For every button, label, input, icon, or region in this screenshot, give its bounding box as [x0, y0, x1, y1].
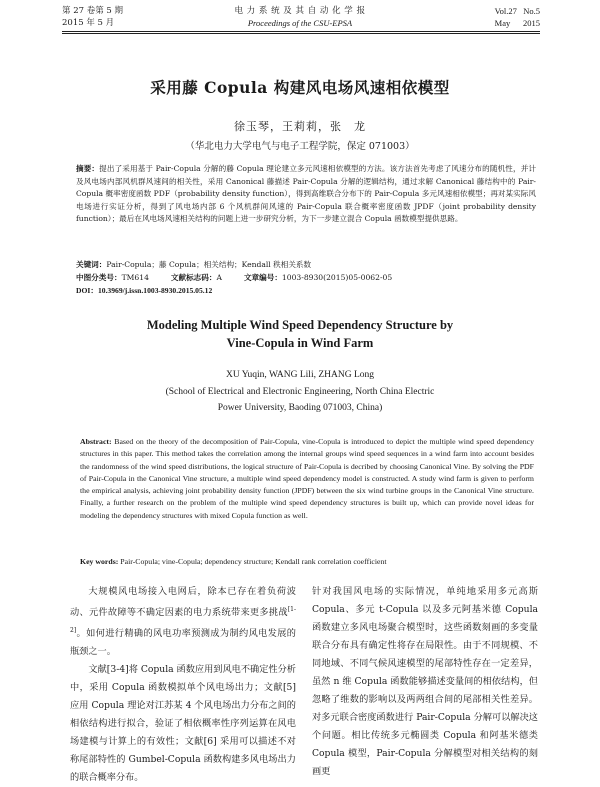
authors-cn: 徐玉琴，王莉莉，张 龙: [234, 120, 366, 133]
keywords-en: [80, 556, 534, 568]
article-number-value: 1003-8930(2015)05-0062-05: [281, 273, 393, 282]
body-left-paragraph-2: 文献[3-4]将 Copula 函数应用到风电不确定性分析中，采用 Copula 函数模拟单个风电场出力；文献[5]应用 Copula 理论对江苏某 4 个风电场出力分布之间的相依结构进行拟合，验证了相依概率性序列运算在风电场建模与计算上的有效性；文献[6] 采用可以描述不对称尾部特性的 Gumbel-Copula 函数构建多风电场出力的联合概率分布。: [70, 664, 296, 784]
doc-code-value: A: [216, 273, 222, 282]
header-journal-cn: 电 力 系 统 及 其 自 动 化 学 报: [234, 6, 366, 16]
classification-line: [76, 272, 536, 285]
keywords-en-text: Pair-Copula; vine-Copula; dependency structure; Kendall rank correlation coefficient: [120, 557, 387, 566]
body-left-p1-text: 大规模风电场接入电网后，除本已存在着负荷波动、元件故障等不确定因素的电力系统带来更多挑战: [70, 586, 296, 619]
abstract-en-text: Based on the theory of the decomposition of Pair-Copula, vine-Copula is introduced to depict the multiple wind speed dependency structures in this paper. This method takes the correlation among the internal groups wind speed sequences in a wind farm into account besides the randomness of the wind speed distributions, the logical structure of Pair-Copula is decribed by choosing Canonical Vine. By solving the PDF of Pair-Copula in the Canonical Vine structure, a multiple wind speed dependency model is constructed. A study wind farm is given to perform the empirical analysis, achieving joint probability density function (JPDF) between the six wind turbine groups in the Canonical Vine structure. Finally, a further research on the problem of the multiple wind speed dependency structures is built up, which can provide novel ideas for modeling the dependency structures with mixed Copula function as well.: [80, 437, 535, 520]
header-volume-en: Vol.27 No.5: [494, 6, 540, 16]
clc-value: TM614: [121, 273, 149, 282]
affiliation-en-line1: (School of Electrical and Electronic Engineering, North China Electric: [165, 387, 435, 397]
body-column-right: [312, 583, 538, 781]
body-left-paragraph-1: [70, 583, 296, 661]
abstract-cn-label: 摘要：: [76, 164, 100, 173]
clc-label: 中图分类号：: [76, 273, 122, 282]
abstract-cn: [76, 163, 536, 226]
affiliation-cn: （华北电力大学电气与电子工程学院，保定 071003）: [185, 141, 415, 152]
body-column-left: [70, 583, 296, 787]
keywords-cn: [76, 259, 536, 272]
doi: DOI：10.3969/j.issn.1003-8930.2015.05.12: [76, 286, 213, 295]
header-rule-top: [62, 31, 540, 32]
abstract-en: [80, 436, 534, 522]
header-date-en: May 2015: [494, 18, 540, 28]
paper-title-cn: 采用藤 Copula 构建风电场风速相依模型: [150, 78, 450, 97]
article-number-label: 文章编号：: [243, 273, 282, 282]
keywords-cn-text: Pair-Copula；藤 Copula；相关结构；Kendall 秩相关系数: [106, 260, 312, 269]
abstract-cn-text: 提出了采用基于 Pair-Copula 分解的藤 Copula 理论建立多元风速相依模型的方法。该方法首先考虑了风速分布的随机性，并计及风电场内部风机群风速间的相关性，采用 Canonical 藤描述 Pair-Copula 分解的逻辑结构，通过求解 Canonical 藤结构中的 Pair-Copula 概率密度函数 PDF（probability density function），得到高维联合分布下的 Pair-Copula 多元风速相依模型；再对某实际风电场进行实证分析，得到了风电场内部 6 个风机群间风速的 Pair-Copula 联合概率密度函数 JPDF（joint probability density function）；最后在风电场风速相关结构的问题上进一步研究分析，为下一步建立混合 Copula 函数模型提供思路。: [76, 164, 537, 224]
authors-en: XU Yuqin, WANG Lili, ZHANG Long: [225, 370, 375, 380]
body-left-p1-tail: 。如何进行精确的风电功率预测成为制约风电发展的瓶颈之一。: [70, 628, 296, 658]
paper-title-en-line2: Vine-Copula in Wind Farm: [226, 336, 374, 350]
header-volume-cn: 第 27 卷第 5 期: [62, 6, 124, 16]
paper-title-en-line1: Modeling Multiple Wind Speed Dependency Structure by: [146, 318, 454, 332]
abstract-en-label: Abstract:: [80, 437, 112, 446]
doc-code-label: 文献标志码：: [170, 273, 217, 282]
header-date-cn: 2015 年 5 月: [62, 18, 115, 28]
affiliation-en-line2: Power University, Baoding 071003, China): [217, 403, 383, 413]
keywords-cn-label: 关键词：: [76, 260, 107, 269]
header-journal-en: Proceedings of the CSU-EPSA: [247, 18, 353, 28]
citation-ref: [1-2]: [70, 606, 296, 635]
header-rule-bottom: [62, 33, 540, 34]
keywords-en-label: Key words:: [80, 557, 119, 566]
body-right-paragraph-1: 针对我国风电场的实际情况，单纯地采用多元高斯 Copula、多元 t-Copula 以及多元阿基米德 Copula 函数建立多风电场聚合模型时，这些函数刻画的多变量联合分布具有确定性将存在局限性。由于不同规模、不同地域、不同气候风速模型的尾部特性存在一定差异，虽然 n 维 Copula 函数能够描述变量间的相依结构，但忽略了维数的影响以及两两组合间的尾部相关性差异。对多元联合密度函数进行 Pair-Copula 分解可以解决这个问题。相比传统多元椭圆类 Copula 和阿基米德类 Copula 模型，Pair-Copula 分解模型对相关结构的刻画更: [312, 586, 538, 777]
